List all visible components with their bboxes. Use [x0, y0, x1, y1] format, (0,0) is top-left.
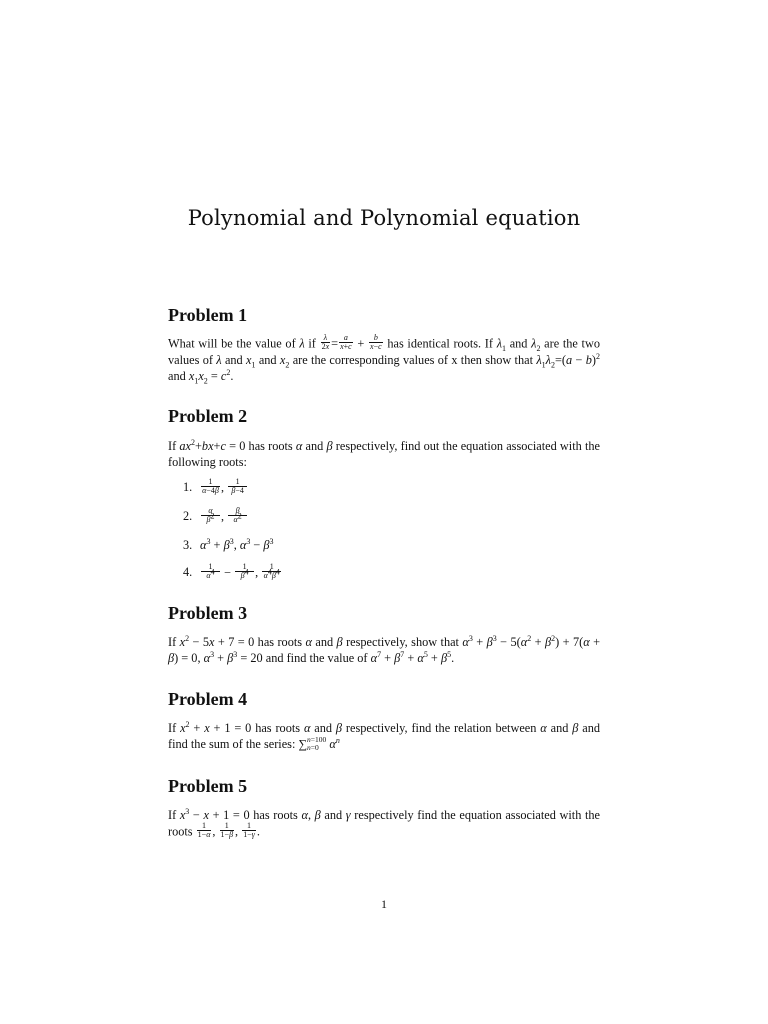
page-number: 1 — [381, 897, 387, 911]
list-item-number: 4. — [183, 565, 193, 580]
list-item: 1. $\frac{1}{\alpha-4\beta}$ , $\frac{1}{\beta-4}$ — [183, 480, 248, 497]
list-item-number: 3. — [183, 538, 193, 552]
list-item: 4. $\frac{1}{\alpha^4}$ − $\frac{1}{\beta^4}$ , $\frac{1}{\alpha^4\beta^4}$ — [183, 562, 280, 580]
list-item: 3. $\alpha^3 + \beta^3$, $\alpha^3 - \beta^3$ — [183, 536, 274, 552]
problem-4-text: If $x^2 + x + 1 = 0$ has roots α and β respectively, find the relation between α and β and find the sum of the series: ∑n=100 n=0 $\alpha^n$ — [168, 719, 601, 752]
problem-1-heading: Problem 1 — [168, 305, 248, 325]
list-item: 2. $\frac{\alpha}{\beta^2}$ , $\frac{\beta}{\alpha^2}$ — [183, 509, 248, 526]
problem-1-text: What will be the value of λ if $\frac{\lambda}{2x}$ = $\frac{a}{x+c}$ + $\frac{b}{x-c}$ has identical roots. If $\lambda_1$ and $\lambda_2$ are the two values of λ and $x_1$ and $x_2$ are the corresponding values of x then show that $\lambda_1\lambda_2=(a - b)^2$ and $x_1x_2 = c^2$. — [168, 333, 601, 385]
problem-3-heading: Problem 3 — [168, 603, 248, 623]
list-item-number: 2. — [183, 509, 193, 524]
problem-2-text: If $ax^2+bx+c = 0$ has roots α and β respectively, find out the equation associated with the following roots: — [168, 437, 600, 469]
problem-5-heading: Problem 5 — [168, 776, 248, 796]
list-item-number: 1. — [183, 480, 193, 495]
problem-3-text: If $x^2 - 5x + 7 = 0$ has roots α and β respectively, show that $\alpha^3 + \beta^3 - 5(\alpha^2 + \beta^2) + 7(\alpha + \beta) = 0$, $\alpha^3 + \beta^3 = 20$ and find the value of $\alpha^7 + \beta^7 + \alpha^5 + \beta^5$. — [168, 633, 601, 665]
problem-5-text: If $x^3 - x + 1 = 0$ has roots α, β and γ respectively find the equation associated with the roots $\frac{1}{1-\alpha}$ , $\frac{1}{1-\beta}$ , $\frac{1}{1-\gamma}$ . — [168, 806, 600, 839]
problem-4-heading: Problem 4 — [168, 689, 248, 709]
problem-2-heading: Problem 2 — [168, 406, 248, 426]
document-title: Polynomial and Polynomial equation — [187, 206, 581, 230]
